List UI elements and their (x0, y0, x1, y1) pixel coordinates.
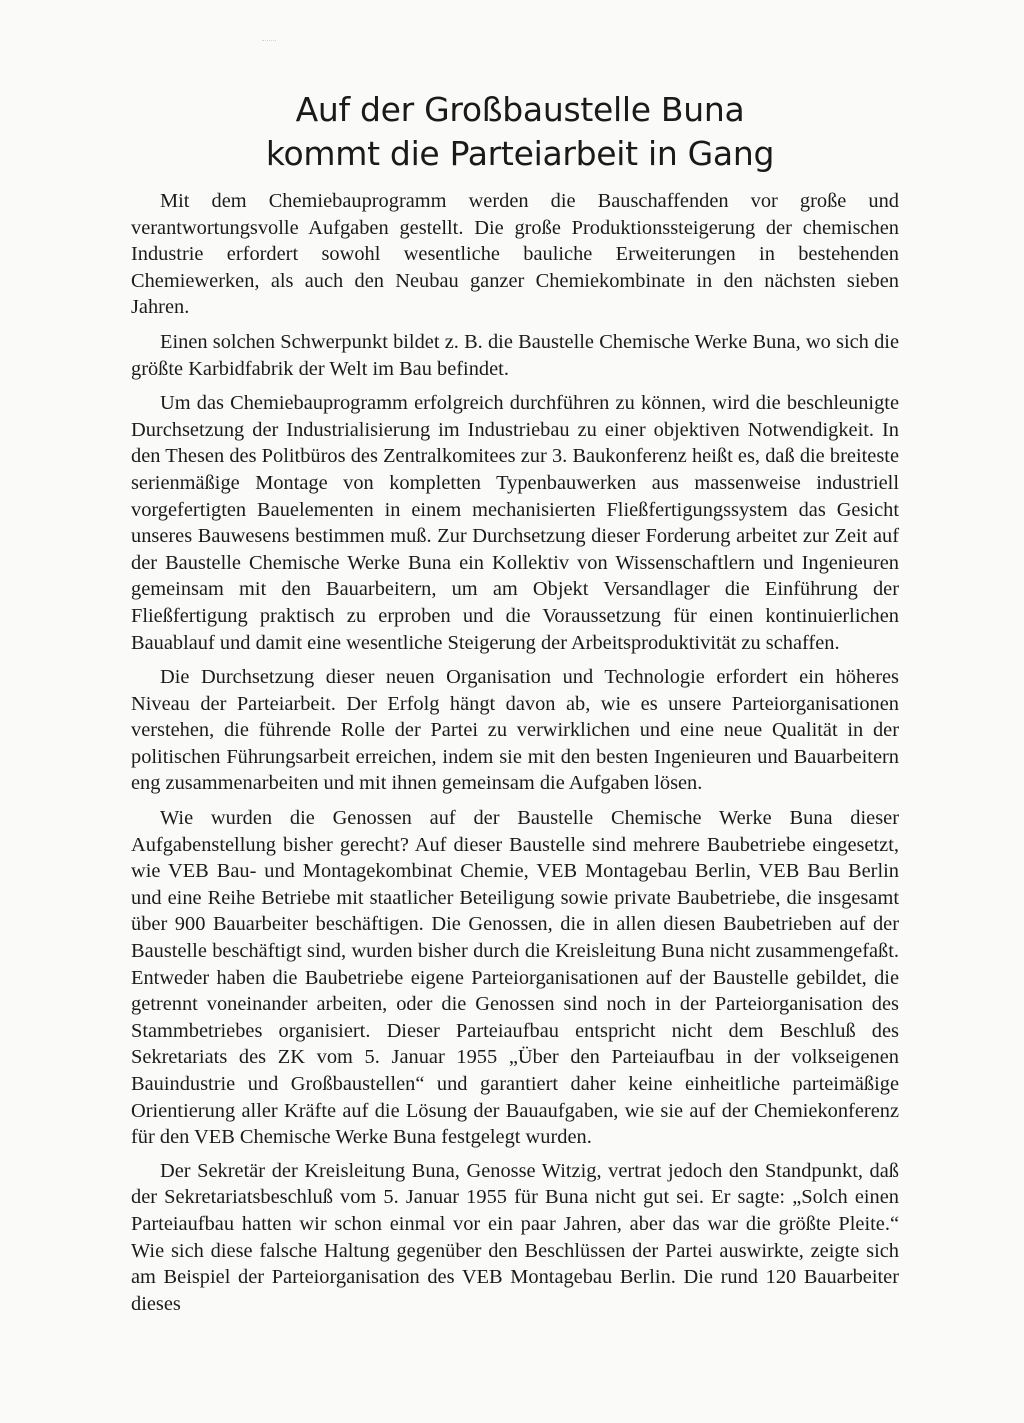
paragraph-6: Der Sekretär der Kreisleitung Buna, Genosse Witzig, vertrat jedoch den Standpunkt, daß der Sekretariatsbeschluß vom 5. Januar 1955 für Buna nicht gut sei. Er sagte: „Solch einen Parteiaufbau hatten wir schon einmal vor ein paar Jahren, aber das war die größte Pleite.“ Wie sich diese falsche Haltung gegenüber den Beschlüssen der Partei auswirkte, zeigte sich am Beispiel der Parteiorganisation des VEB Montagebau Berlin. Die rund 120 Bauarbeiter dieses (131, 1159, 899, 1315)
paragraph-3: Um das Chemiebauprogramm erfolgreich durchführen zu können, wird die beschleunigte Durchsetzung der Industrialisierung im Industriebau zu einer objektiven Notwendigkeit. In den Thesen des Politbüros des Zentralkomitees zur 3. Baukonferenz heißt es, daß die breiteste serienmäßige Montage von kompletten Typenbauwerken aus massenweise industriell vorgefertigten Bauelementen in einem mechanisierten Fließfertigungssystem das Gesicht unseres Bauwesens bestimmen muß. Zur Durchsetzung dieser Forderung arbeitet zur Zeit auf der Baustelle Chemische Werke Buna ein Kollektiv von Wissenschaftlern und Ingenieuren gemeinsam mit den Bauarbeitern, um am Objekt Versandlager die Einführung der Fließfertigung praktisch zu erproben und die Voraussetzung für einen kontinuierlichen Bauablauf und damit eine wesentliche Steigerung der Arbeitsproduktivität zu schaffen. (131, 392, 899, 654)
title-line-1: Auf der Großbaustelle Buna (295, 90, 745, 129)
article-body (131, 188, 899, 1325)
paragraph-5: Wie wurden die Genossen auf der Baustelle Chemische Werke Buna dieser Aufgabenstellung bisher gerecht? Auf dieser Baustelle sind mehrere Baubetriebe eingesetzt, wie VEB Bau- und Montagekombinat Chemie, VEB Montagebau Berlin, VEB Bau Berlin und eine Reihe Betriebe mit staatlicher Beteiligung sowie private Baubetriebe, die insgesamt über 900 Bauarbeiter beschäftigen. Die Genossen, die in allen diesen Baubetrieben auf der Baustelle beschäftigt sind, wurden bisher durch die Kreisleitung Buna nicht zusammengefaßt. Entweder haben die Baubetriebe eigene Parteiorganisationen auf der Baustelle gebildet, die getrennt voneinander arbeiten, oder die Genossen sind noch in der Parteiorganisation des Stammbetriebes organisiert. Dieser Parteiaufbau entspricht nicht dem Beschluß des Sekretariats des ZK vom 5. Januar 1955 „Über den Parteiaufbau in der volkseigenen Bauindustrie und Großbaustellen“ und garantiert daher keine einheitliche parteimäßige Orientierung aller Kräfte auf die Lösung der Bauaufgaben, wie sie auf der Chemiekonferenz für den VEB Chemische Werke Buna festgelegt wurden. (131, 807, 899, 1149)
paragraph-2: Einen solchen Schwerpunkt bildet z. B. die Baustelle Chemische Werke Buna, wo sich die größte Karbidfabrik der Welt im Bau befindet. (131, 330, 899, 380)
scan-mark (262, 40, 276, 46)
paragraph-1: Mit dem Chemiebauprogramm werden die Bauschaffenden vor große und verantwortungsvolle Aufgaben gestellt. Die große Produktionssteigerung der chemischen Industrie erfordert sowohl wesentliche bauliche Erweiterungen in bestehenden Chemiewerken, als auch den Neubau ganzer Chemiekombinate in den nächsten sieben Jahren. (131, 190, 899, 319)
article-title (130, 88, 910, 176)
paragraph-4: Die Durchsetzung dieser neuen Organisation und Technologie erfordert ein höheres Niveau der Parteiarbeit. Der Erfolg hängt davon ab, wie es unsere Parteiorganisationen verstehen, die führende Rolle der Partei zu verwirklichen und eine neue Qualität in der politischen Führungsarbeit erreichen, indem sie mit den besten Ingenieuren und Bauarbeitern eng zusammenarbeiten und mit ihnen gemeinsam die Aufgaben lösen. (131, 666, 899, 795)
title-line-2: kommt die Parteiarbeit in Gang (265, 134, 775, 173)
